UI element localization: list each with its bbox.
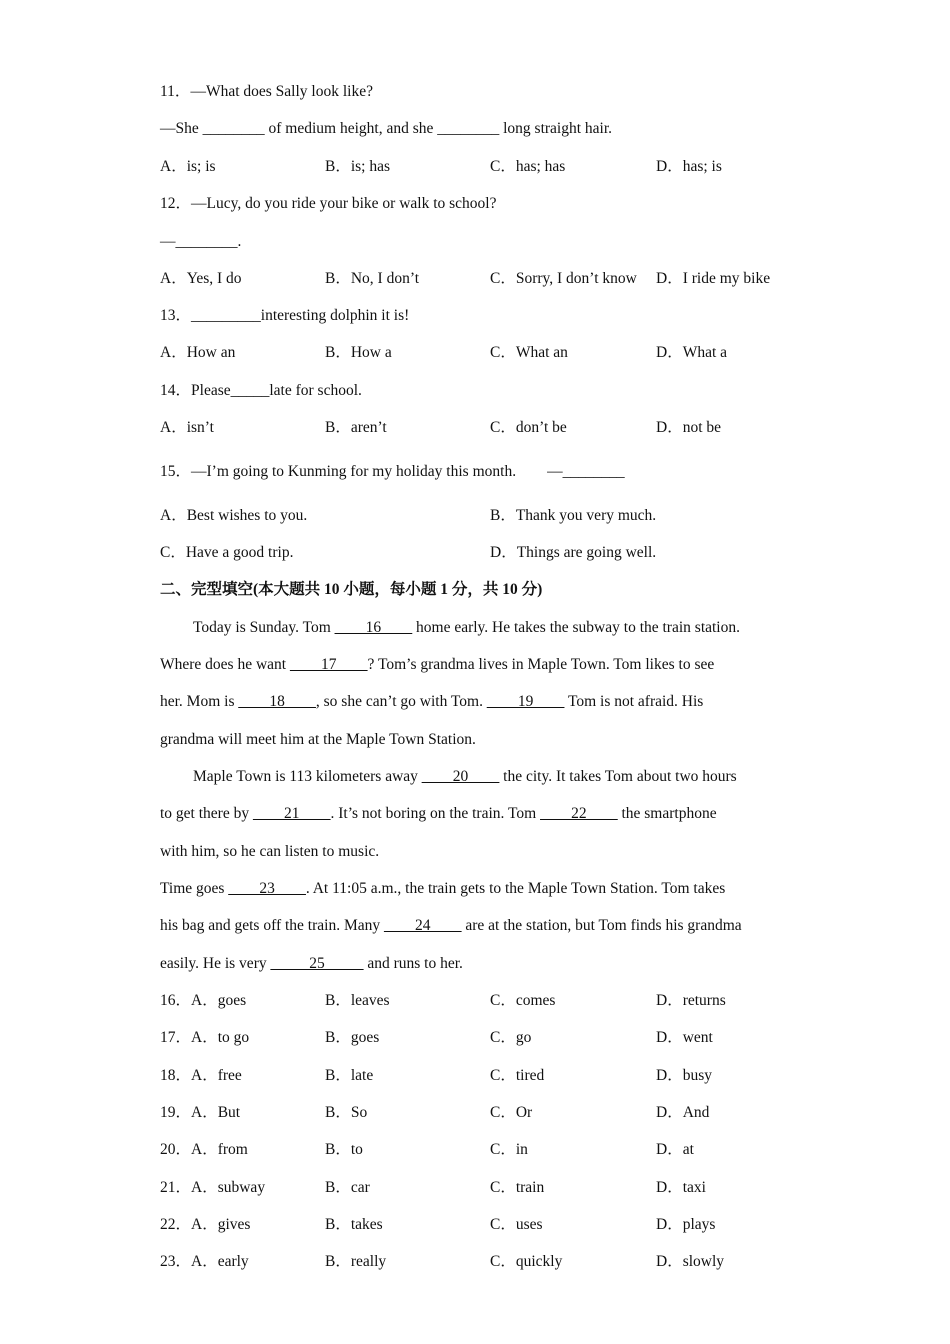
option-d[interactable]: D．not be	[656, 419, 722, 436]
question-number: 19．	[160, 1104, 192, 1121]
passage-line	[193, 618, 740, 638]
passage-line	[160, 692, 703, 712]
question-23-option-b[interactable]: B．really	[325, 1253, 387, 1270]
question-number: 20．	[160, 1141, 192, 1158]
text: Where does he want	[160, 656, 290, 673]
question-19-option-a[interactable]	[160, 1103, 240, 1123]
section-heading: 二、完型填空(本大题共 10 小题，每小题 1 分，共 10 分)	[160, 581, 543, 598]
question-23-option-a[interactable]	[160, 1252, 249, 1272]
question-number: 16．	[160, 992, 192, 1009]
question-18-option-d[interactable]: D．busy	[656, 1067, 712, 1084]
question-number: 18．	[160, 1067, 192, 1084]
option-b[interactable]: B．is; has	[325, 158, 391, 175]
question-19-option-d[interactable]: D．And	[656, 1104, 710, 1121]
question-20-option-d[interactable]: D．at	[656, 1141, 694, 1158]
blank-22: ____22____	[540, 805, 618, 822]
question-number: 11．	[160, 83, 191, 100]
question-23-option-d[interactable]: D．slowly	[656, 1253, 725, 1270]
question-number: 23．	[160, 1253, 192, 1270]
question-stem: _________interesting dolphin it is!	[191, 307, 410, 324]
text: home early. He takes the subway to the train station.	[412, 619, 740, 636]
option-c[interactable]: C．Sorry, I don’t know	[490, 270, 637, 287]
option-b[interactable]: B．Thank you very much.	[490, 507, 657, 524]
question-stem: Please_____late for school.	[191, 382, 362, 399]
question-16-option-c[interactable]: C．comes	[490, 992, 556, 1009]
question-16-option-b[interactable]: B．leaves	[325, 992, 390, 1009]
option-c[interactable]: C．Have a good trip.	[160, 544, 294, 561]
question-stem: —Lucy, do you ride your bike or walk to school?	[191, 195, 497, 212]
blank-17: ____17____	[289, 656, 368, 673]
option-text: A．from	[191, 1141, 248, 1158]
question-18-option-a[interactable]	[160, 1066, 242, 1086]
question-19-option-c[interactable]: C．Or	[490, 1104, 533, 1121]
option-a[interactable]: A．Best wishes to you.	[160, 507, 308, 524]
option-b[interactable]: B．How a	[325, 344, 392, 361]
question-21-option-d[interactable]: D．taxi	[656, 1179, 706, 1196]
text: . It’s not boring on the train. Tom	[330, 805, 541, 822]
option-c[interactable]: C．What an	[490, 344, 568, 361]
question-17-option-d[interactable]: D．went	[656, 1029, 713, 1046]
question-11-line2: —She ________ of medium height, and she ________ long straight hair.	[160, 120, 613, 137]
question-22-option-a[interactable]	[160, 1215, 250, 1235]
passage-line	[160, 916, 742, 936]
passage-line	[160, 804, 717, 824]
question-stem: —What does Sally look like?	[190, 83, 373, 100]
passage-line	[193, 767, 737, 787]
question-number: 12．	[160, 195, 192, 212]
question-number: 15．	[160, 463, 192, 480]
question-17-option-b[interactable]: B．goes	[325, 1029, 380, 1046]
question-22-option-d[interactable]: D．plays	[656, 1216, 716, 1233]
question-16-option-a[interactable]	[160, 991, 246, 1011]
question-number: 14．	[160, 382, 192, 399]
question-number: 22．	[160, 1216, 192, 1233]
question-18-option-c[interactable]: C．tired	[490, 1067, 545, 1084]
text: her. Mom is	[160, 693, 239, 710]
text: his bag and gets off the train. Many	[160, 917, 384, 934]
question-21-option-a[interactable]	[160, 1178, 265, 1198]
question-stem: —I’m going to Kunming for my holiday this month. —________	[191, 463, 625, 480]
option-a[interactable]: A．isn’t	[160, 419, 214, 436]
text: grandma will meet him at the Maple Town Station.	[160, 731, 476, 748]
question-22-option-c[interactable]: C．uses	[490, 1216, 543, 1233]
option-a[interactable]: A．Yes, I do	[160, 270, 242, 287]
option-c[interactable]: C．don’t be	[490, 419, 567, 436]
question-20-option-a[interactable]	[160, 1140, 248, 1160]
option-text: A．free	[191, 1067, 242, 1084]
option-d[interactable]: D．has; is	[656, 158, 722, 175]
option-d[interactable]: D．What a	[656, 344, 728, 361]
text: . At 11:05 a.m., the train gets to the Maple Town Station. Tom takes	[305, 880, 726, 897]
text: Tom is not afraid. His	[564, 693, 704, 710]
option-text: A．But	[191, 1104, 241, 1121]
passage-line	[160, 842, 379, 862]
text: Time goes	[160, 880, 229, 897]
question-16-option-d[interactable]: D．returns	[656, 992, 726, 1009]
question-17-option-a[interactable]	[160, 1028, 249, 1048]
question-14	[160, 381, 362, 401]
question-21-option-b[interactable]: B．car	[325, 1179, 370, 1196]
blank-25: _____25_____	[270, 955, 364, 972]
text: to get there by	[160, 805, 253, 822]
option-a[interactable]: A．is; is	[160, 158, 216, 175]
option-b[interactable]: B．aren’t	[325, 419, 387, 436]
blank-19: ____19____	[486, 693, 565, 710]
text: and runs to her.	[363, 955, 463, 972]
question-15	[160, 462, 625, 482]
question-18-option-b[interactable]: B．late	[325, 1067, 374, 1084]
question-23-option-c[interactable]: C．quickly	[490, 1253, 563, 1270]
question-19-option-b[interactable]: B．So	[325, 1104, 368, 1121]
question-number: 21．	[160, 1179, 192, 1196]
passage-line	[160, 879, 725, 899]
question-11	[160, 82, 373, 102]
question-number: 13．	[160, 307, 192, 324]
option-text: A．goes	[191, 992, 247, 1009]
text: the city. It takes Tom about two hours	[499, 768, 737, 785]
option-a[interactable]: A．How an	[160, 344, 236, 361]
text: with him, so he can listen to music.	[160, 843, 380, 860]
option-c[interactable]: C．has; has	[490, 158, 566, 175]
blank-21: ____21____	[252, 805, 331, 822]
question-number: 17．	[160, 1029, 192, 1046]
question-12	[160, 194, 497, 214]
question-22-option-b[interactable]: B．takes	[325, 1216, 383, 1233]
blank-20: ____20____	[421, 768, 500, 785]
question-21-option-c[interactable]: C．train	[490, 1179, 545, 1196]
text: are at the station, but Tom finds his grandma	[461, 917, 742, 934]
blank-16: ____16____	[334, 619, 413, 636]
text: Maple Town is 113 kilometers away	[193, 768, 422, 785]
option-text: A．subway	[191, 1179, 266, 1196]
passage-line	[160, 730, 476, 750]
question-20-option-c[interactable]: C．in	[490, 1141, 528, 1158]
question-20-option-b[interactable]: B．to	[325, 1141, 363, 1158]
text: Today is Sunday. Tom	[193, 619, 335, 636]
blank-24: ____24____	[384, 917, 462, 934]
option-text: A．to go	[191, 1029, 250, 1046]
option-text: A．gives	[191, 1216, 251, 1233]
question-12-line2: —________.	[160, 233, 242, 250]
text: easily. He is very	[160, 955, 271, 972]
blank-23: ____23____	[228, 880, 306, 897]
option-d[interactable]: D．Things are going well.	[490, 544, 657, 561]
blank-18: ____18____	[238, 693, 316, 710]
text: ? Tom’s grandma lives in Maple Town. Tom likes to see	[367, 656, 715, 673]
text: the smartphone	[617, 805, 717, 822]
option-text: A．early	[191, 1253, 249, 1270]
question-17-option-c[interactable]: C．go	[490, 1029, 532, 1046]
passage-line	[160, 954, 463, 974]
option-d[interactable]: D．I ride my bike	[656, 270, 771, 287]
passage-line	[160, 655, 714, 675]
text: , so she can’t go with Tom.	[315, 693, 487, 710]
question-13	[160, 306, 409, 326]
option-b[interactable]: B．No, I don’t	[325, 270, 420, 287]
